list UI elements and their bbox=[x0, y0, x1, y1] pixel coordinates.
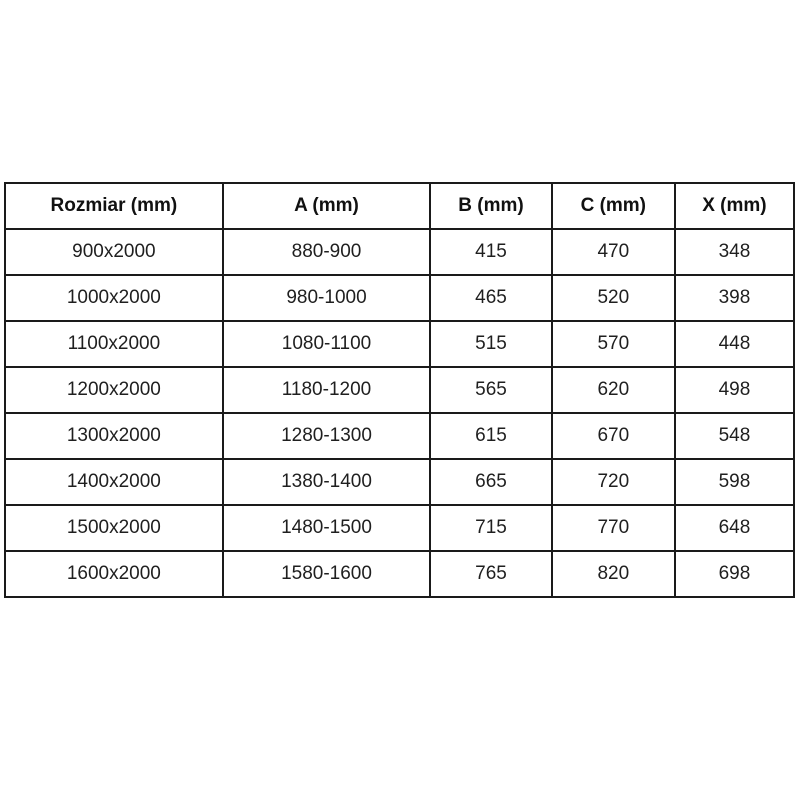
table-row bbox=[5, 275, 794, 321]
column-header: X (mm) bbox=[675, 183, 794, 229]
table-cell: 598 bbox=[675, 459, 794, 505]
column-header: Rozmiar (mm) bbox=[5, 183, 223, 229]
table-cell: 900x2000 bbox=[5, 229, 223, 275]
table-cell: 715 bbox=[430, 505, 552, 551]
table-cell: 615 bbox=[430, 413, 552, 459]
table-cell: 415 bbox=[430, 229, 552, 275]
table-cell: 565 bbox=[430, 367, 552, 413]
table-cell: 448 bbox=[675, 321, 794, 367]
table-cell: 620 bbox=[552, 367, 675, 413]
table-cell: 648 bbox=[675, 505, 794, 551]
table-cell: 348 bbox=[675, 229, 794, 275]
table-cell: 880-900 bbox=[223, 229, 431, 275]
table-cell: 1100x2000 bbox=[5, 321, 223, 367]
table-cell: 520 bbox=[552, 275, 675, 321]
table-cell: 1400x2000 bbox=[5, 459, 223, 505]
column-header: A (mm) bbox=[223, 183, 431, 229]
table-row bbox=[5, 229, 794, 275]
table-cell: 548 bbox=[675, 413, 794, 459]
table-cell: 1280-1300 bbox=[223, 413, 431, 459]
table-row bbox=[5, 321, 794, 367]
table-cell: 1380-1400 bbox=[223, 459, 431, 505]
column-header: C (mm) bbox=[552, 183, 675, 229]
table-cell: 665 bbox=[430, 459, 552, 505]
table-row bbox=[5, 367, 794, 413]
table-cell: 820 bbox=[552, 551, 675, 597]
table-cell: 1000x2000 bbox=[5, 275, 223, 321]
table-cell: 765 bbox=[430, 551, 552, 597]
table-cell: 570 bbox=[552, 321, 675, 367]
table-header-row bbox=[5, 183, 794, 229]
table-cell: 465 bbox=[430, 275, 552, 321]
size-table bbox=[4, 182, 795, 598]
table-cell: 1180-1200 bbox=[223, 367, 431, 413]
table-cell: 1500x2000 bbox=[5, 505, 223, 551]
column-header: B (mm) bbox=[430, 183, 552, 229]
table-cell: 1080-1100 bbox=[223, 321, 431, 367]
table-cell: 698 bbox=[675, 551, 794, 597]
table-cell: 470 bbox=[552, 229, 675, 275]
table-cell: 1480-1500 bbox=[223, 505, 431, 551]
table-cell: 720 bbox=[552, 459, 675, 505]
table-cell: 670 bbox=[552, 413, 675, 459]
table-body bbox=[5, 229, 794, 597]
table-cell: 498 bbox=[675, 367, 794, 413]
table-cell: 1600x2000 bbox=[5, 551, 223, 597]
table-cell: 1300x2000 bbox=[5, 413, 223, 459]
table-cell: 1200x2000 bbox=[5, 367, 223, 413]
table-row bbox=[5, 505, 794, 551]
table-row bbox=[5, 459, 794, 505]
table-cell: 515 bbox=[430, 321, 552, 367]
table-cell: 1580-1600 bbox=[223, 551, 431, 597]
table-cell: 770 bbox=[552, 505, 675, 551]
table-cell: 980-1000 bbox=[223, 275, 431, 321]
table-cell: 398 bbox=[675, 275, 794, 321]
table-row bbox=[5, 413, 794, 459]
table-row bbox=[5, 551, 794, 597]
